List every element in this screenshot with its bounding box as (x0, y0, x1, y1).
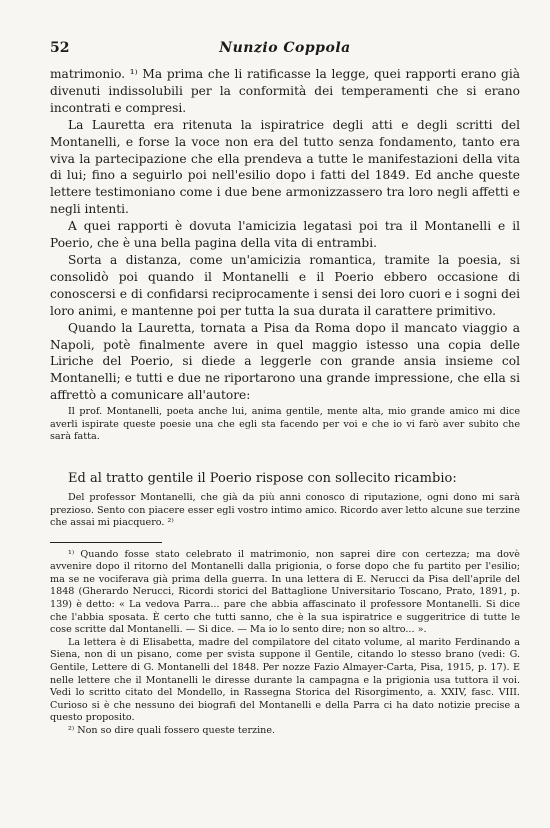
main-text (50, 66, 520, 404)
paragraph-1: matrimonio. ¹⁾ Ma prima che li ratificasse la legge, quei rapporti erano già divenuti indissolubili per la conformità dei temperamenti che si erano incontrati e compresi. (50, 67, 520, 115)
running-title: Nunzio Coppola (219, 40, 351, 56)
footnote-1-continued: La lettera è di Elisabetta, madre del compilatore del citato volume, al marito Ferdinando a Siena, non di un pisano, come per svista suppone il Gentile, citando lo stesso brano (vedi: G. Gentile, Lettere di G. Montanelli del 1848. Per nozze Fazio Almayer-Carta, Pisa, 1915, p. 17). E nelle lettere che il Montanelli le diresse durante la campagna e la prigionia usa tuttora il voi. Vedi lo scritto citato del Mondello, in Rassegna Storica del Risorgimento, a. XXIV, fasc. VIII. Curioso si è che nessuno dei biografi del Montanelli e della Parra ci ha dato notizie precise a questo proposito. (50, 636, 520, 724)
block-quote-1 (50, 406, 520, 444)
quote-2-text: Del professor Montanelli, che già da più anni conosco di riputazione, ogni dono mi sarà prezioso. Sento con piacere esser egli vostro intimo amico. Ricordo aver letto alcune sue terzine che assai mi piacquero. ²⁾ (50, 491, 520, 529)
footnote-1: ¹⁾ Quando fosse stato celebrato il matrimonio, non saprei dire con certezza; ma dovè avvenire dopo il ritorno del Montanelli dalla prigionia, o forse dopo che fu partito per l'esilio; ma se ne vociferava già prima della guerra. In una lettera di E. Nerucci da Pisa dell'aprile del 1848 (Gherardo Nerucci, Ricordi storici del Battaglione Universitario Toscano, Prato, 1891, p. 139) è detto: « La vedova Parra... pare che abbia affascinato il professore Montanelli. Si dice che l'abbia sposata. È certo che tutti sanno, che è la sua ispiratrice e suggeritrice di tutte le cose scritte dal Montanelli. — Si dice. — Ma io lo sento dire; non so altro... ». (50, 548, 520, 636)
footnote-rule (50, 542, 162, 543)
page-number: 52 (50, 40, 70, 56)
page-header (50, 40, 520, 66)
paragraph-2: La Lauretta era ritenuta la ispiratrice degli atti e degli scritti del Montanelli, e forse la voce non era del tutto senza fondamento, tanto era viva la partecipazione che ella prendeva a tutte le manifestazioni della vita di lui; fino a seguirlo poi nell'esilio dopo i fatti del 1849. Ed anche queste lettere testimoniano come i due bene armonizzassero tra loro negli affetti e negli intenti. (50, 117, 520, 217)
block-quote-2 (50, 492, 520, 530)
footnote-2: ²⁾ Non so dire quali fossero queste terzine. (68, 725, 276, 736)
paragraph-3: A quei rapporti è dovuta l'amicizia legatasi poi tra il Montanelli e il Poerio, che è una bella pagina della vita di entrambi. (50, 219, 520, 251)
lead-line: Ed al tratto gentile il Poerio rispose con sollecito ricambio: (68, 470, 457, 486)
paragraph-4: Sorta a distanza, come un'amicizia romantica, tramite la poesia, si consolidò poi quando il Montanelli e il Poerio ebbero occasione di conoscersi e di confidarsi reciprocamente i sensi dei loro cuori e i sogni dei loro animi, e mantenne poi per tutta la sua durata il carattere primitivo. (50, 252, 520, 318)
footnotes (50, 549, 520, 738)
quote-1-text: Il prof. Montanelli, poeta anche lui, anima gentile, mente alta, mio grande amico mi dice averli ispirate queste poesie una che egli sta facendo per voi e che io vi farò aver subito che sarà fatta. (50, 406, 520, 443)
paragraph-5: Quando la Lauretta, tornata a Pisa da Roma dopo il mancato viaggio a Napoli, potè finalmente avere in quel maggio istesso una copia delle Liriche del Poerio, si diede a leggerle con grande ansia insieme col Montanelli; e tutti e due ne riportarono una grande impressione, che ella si affrettò a comunicare all'autore: (50, 320, 520, 403)
book-page (50, 40, 520, 738)
